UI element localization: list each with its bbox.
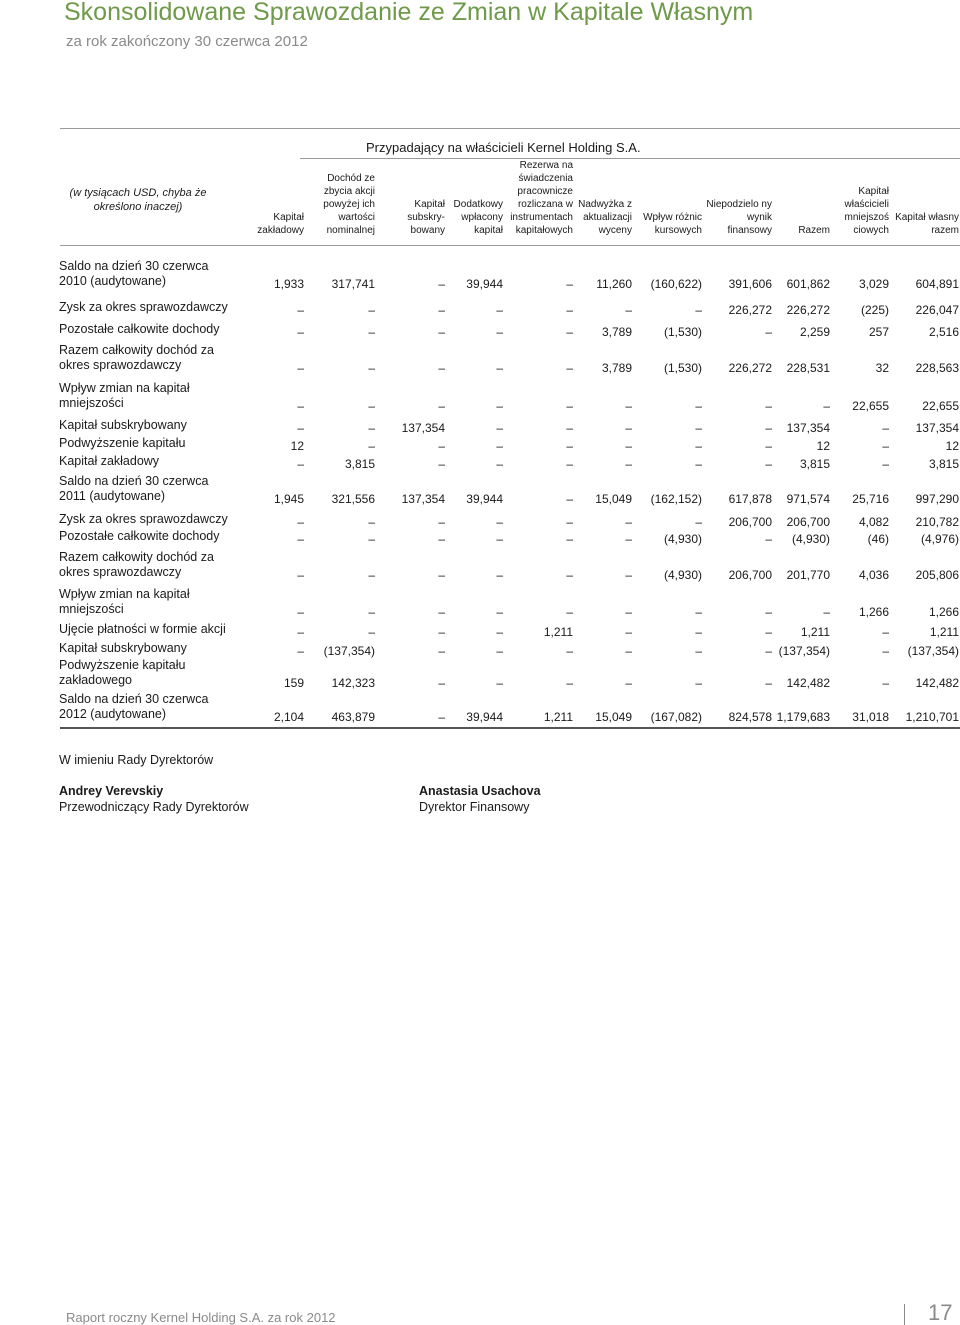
units-note: (w tysiącach USD, chyba że określono inaczej)	[69, 187, 207, 213]
row-label-line: 2011 (audytowane)	[59, 489, 166, 503]
table-cell-c1: –	[297, 605, 304, 619]
table-cell-c6: –	[625, 568, 632, 582]
row-label	[59, 474, 208, 504]
table-cell-c10: –	[882, 439, 889, 453]
column-header-line: świadczenia	[518, 173, 573, 184]
row-label-line: Wpływ zmian na kapitał	[59, 587, 190, 601]
table-cell-c10: 1,266	[858, 605, 889, 619]
table-cell-c5: –	[566, 303, 573, 317]
table-cell-c2: –	[368, 439, 375, 453]
table-cell-c1: –	[297, 625, 304, 639]
table-cell-c2: –	[368, 421, 375, 435]
table-cell-c4: –	[496, 439, 503, 453]
table-cell-c7: –	[695, 605, 702, 619]
table-cell-c11: 228,563	[915, 361, 959, 375]
column-header-line: wartości	[338, 212, 375, 223]
signer1-name: Andrey Verevskiy	[59, 784, 164, 798]
table-cell-c1: –	[297, 515, 304, 529]
table-cell-c10: –	[882, 421, 889, 435]
table-cell-c2: 142,323	[331, 676, 375, 690]
column-header-line: wpłacony	[461, 212, 503, 223]
table-cell-c3: –	[438, 644, 445, 658]
table-cell-c5: –	[566, 532, 573, 546]
table-cell-c5: 1,211	[543, 625, 573, 639]
table-cell-c11: 997,290	[915, 492, 959, 506]
table-cell-c1: –	[297, 457, 304, 471]
table-cell-c5: –	[566, 325, 573, 339]
row-label	[59, 436, 185, 451]
table-cell-c5: –	[566, 492, 573, 506]
row-label	[59, 512, 228, 527]
table-cell-c9: 137,354	[786, 421, 830, 435]
table-cell-c10: 31,018	[852, 710, 889, 724]
column-header-line: powyżej ich	[323, 199, 375, 210]
table-cell-c11: (137,354)	[907, 644, 959, 658]
table-cell-c2: –	[368, 325, 375, 339]
table-cell-c3: –	[438, 325, 445, 339]
table-cell-c9: (4,930)	[791, 532, 830, 546]
table-cell-c6: –	[625, 303, 632, 317]
top-divider	[60, 128, 960, 129]
table-cell-c4: 39,944	[466, 277, 503, 291]
table-cell-c2: –	[368, 515, 375, 529]
table-cell-c9: 12	[816, 439, 830, 453]
table-cell-c4: –	[496, 399, 503, 413]
column-header-line: Kapitał	[858, 186, 889, 197]
row-label-line: Podwyższenie kapitału	[59, 436, 186, 450]
table-cell-c2: 463,879	[331, 710, 375, 724]
table-cell-c8: –	[765, 532, 772, 546]
table-cell-c5: –	[566, 644, 573, 658]
table-cell-c1: –	[297, 421, 304, 435]
table-cell-c3: –	[438, 532, 445, 546]
table-cell-c4: –	[496, 421, 503, 435]
table-cell-c1: –	[297, 644, 304, 658]
table-cell-c2: –	[368, 625, 375, 639]
table-cell-c3: –	[438, 605, 445, 619]
table-cell-c8: –	[765, 421, 772, 435]
table-cell-c6: 3,789	[601, 361, 632, 375]
row-label	[59, 587, 190, 617]
table-cell-c11: 604,891	[915, 277, 959, 291]
report-title: Skonsolidowane Sprawozdanie ze Zmian w Kapitale Własnym	[64, 0, 754, 26]
column-header-line: zakładowy	[257, 225, 304, 236]
row-label-line: okres sprawozdawczy	[59, 565, 182, 579]
signer1-role: Przewodniczący Rady Dyrektorów	[59, 800, 249, 814]
table-cell-c3: –	[438, 277, 445, 291]
row-label-line: Razem całkowity dochód za	[59, 550, 214, 564]
table-cell-c3: –	[438, 457, 445, 471]
table-cell-c11: 205,806	[915, 568, 959, 582]
column-header-line: wyceny	[598, 225, 632, 236]
table-cell-c2: 3,815	[344, 457, 375, 471]
table-cell-c5: –	[566, 439, 573, 453]
row-label-line: Zysk za okres sprawozdawczy	[59, 300, 228, 314]
table-cell-c11: 1,211	[929, 625, 959, 639]
table-cell-c6: 11,260	[596, 277, 632, 291]
table-cell-c11: 1,266	[928, 605, 959, 619]
row-label	[59, 454, 159, 469]
table-cell-c4: –	[496, 361, 503, 375]
row-label-line: Kapitał zakładowy	[59, 454, 160, 468]
table-cell-c5: –	[566, 277, 573, 291]
row-label	[59, 343, 214, 373]
table-cell-c1: 1,933	[273, 277, 304, 291]
table-cell-c11: 12	[945, 439, 959, 453]
table-cell-c8: 226,272	[728, 303, 772, 317]
column-header-line: pracownicze	[517, 186, 573, 197]
row-label	[59, 550, 214, 580]
table-cell-c4: –	[496, 625, 503, 639]
table-cell-c4: –	[496, 676, 503, 690]
report-subtitle: za rok zakończony 30 czerwca 2012	[66, 33, 308, 50]
closing-divider	[60, 727, 960, 729]
table-cell-c8: 206,700	[728, 568, 772, 582]
table-cell-c7: –	[695, 625, 702, 639]
table-cell-c9: 226,272	[786, 303, 830, 317]
table-cell-c8: 226,272	[728, 361, 772, 375]
table-cell-c7: (4,930)	[663, 568, 702, 582]
table-cell-c1: –	[297, 325, 304, 339]
table-cell-c11: 3,815	[928, 457, 959, 471]
table-cell-c9: 201,770	[786, 568, 830, 582]
table-cell-c2: 321,556	[331, 492, 375, 506]
table-cell-c3: –	[438, 625, 445, 639]
table-cell-c10: –	[882, 644, 889, 658]
table-cell-c5: –	[566, 515, 573, 529]
table-cell-c11: 2,516	[928, 325, 959, 339]
table-cell-c8: –	[765, 644, 772, 658]
table-cell-c7: –	[695, 644, 702, 658]
table-cell-c10: 4,082	[858, 515, 889, 529]
table-cell-c2: 317,741	[331, 277, 375, 291]
column-header-line: Kapitał	[273, 212, 304, 223]
row-label	[59, 300, 228, 315]
table-cell-c2: –	[368, 532, 375, 546]
row-label-line: Pozostałe całkowite dochody	[59, 529, 220, 543]
table-cell-c10: (46)	[867, 532, 889, 546]
row-label-line: Saldo na dzień 30 czerwca	[59, 692, 209, 706]
row-label-line: Saldo na dzień 30 czerwca	[59, 259, 209, 273]
table-cell-c1: 159	[283, 676, 304, 690]
table-cell-c5: –	[566, 361, 573, 375]
column-header-line: Dochód ze	[327, 173, 375, 184]
table-cell-c8: –	[765, 625, 772, 639]
table-cell-c10: 257	[868, 325, 889, 339]
table-cell-c8: –	[765, 325, 772, 339]
row-label-line: Saldo na dzień 30 czerwca	[59, 474, 209, 488]
column-header-line: Nadwyżka z	[578, 199, 632, 210]
signer2-role: Dyrektor Finansowy	[419, 800, 530, 814]
row-label	[59, 622, 226, 637]
column-header-line: Dodatkowy	[453, 199, 503, 210]
table-cell-c11: (4,976)	[920, 532, 959, 546]
table-cell-c7: –	[695, 439, 702, 453]
table-cell-c3: 137,354	[401, 421, 445, 435]
column-header-line: mniejszoś	[844, 212, 889, 223]
table-cell-c9: 228,531	[786, 361, 830, 375]
table-cell-c6: –	[625, 457, 632, 471]
table-cell-c9: 3,815	[799, 457, 830, 471]
table-cell-c9: 2,259	[799, 325, 830, 339]
table-cell-c8: –	[765, 399, 772, 413]
table-cell-c8: 617,878	[728, 492, 772, 506]
table-cell-c4: –	[496, 644, 503, 658]
row-label-line: Kapitał subskrybowany	[59, 418, 187, 432]
table-cell-c10: 3,029	[858, 277, 889, 291]
column-header-line: razem	[931, 225, 959, 236]
row-label-line: Wpływ zmian na kapitał	[59, 381, 190, 395]
column-header-line: finansowy	[727, 225, 772, 236]
table-cell-c9: 142,482	[786, 676, 830, 690]
table-cell-c7: –	[695, 515, 702, 529]
table-cell-c6: –	[625, 439, 632, 453]
row-label-line: mniejszości	[59, 602, 124, 616]
table-cell-c7: (1,530)	[663, 325, 702, 339]
table-cell-c2: (137,354)	[323, 644, 375, 658]
table-cell-c11: 210,782	[915, 515, 959, 529]
table-cell-c8: 206,700	[728, 515, 772, 529]
table-cell-c9: 1,211	[800, 625, 830, 639]
table-cell-c3: –	[438, 439, 445, 453]
table-cell-c7: (167,082)	[650, 710, 702, 724]
column-header-line: kapitał	[474, 225, 503, 236]
table-cell-c7: –	[695, 421, 702, 435]
row-label-line: Kapitał subskrybowany	[59, 641, 187, 655]
table-cell-c4: –	[496, 532, 503, 546]
table-cell-c3: –	[438, 361, 445, 375]
table-cell-c6: –	[625, 515, 632, 529]
table-cell-c1: –	[297, 532, 304, 546]
row-label-line: Pozostałe całkowite dochody	[59, 322, 220, 336]
table-cell-c1: 12	[290, 439, 304, 453]
table-cell-c10: 32	[875, 361, 889, 375]
row-label	[59, 322, 220, 337]
table-cell-c6: –	[625, 676, 632, 690]
table-cell-c7: (160,622)	[650, 277, 702, 291]
table-cell-c1: –	[297, 568, 304, 582]
table-cell-c6: –	[625, 421, 632, 435]
row-label-line: 2012 (audytowane)	[59, 707, 167, 721]
column-header-line: Razem	[798, 225, 830, 236]
table-cell-c10: –	[882, 457, 889, 471]
table-cell-c8: 824,578	[728, 710, 772, 724]
column-header-line: aktualizacji	[583, 212, 632, 223]
table-cell-c6: 15,049	[595, 710, 632, 724]
row-label	[59, 381, 190, 411]
column-header-line: wynik	[746, 212, 772, 223]
table-cell-c11: 22,655	[922, 399, 959, 413]
table-cell-c10: –	[882, 625, 889, 639]
column-header-line: Niepodzielo ny	[706, 199, 772, 210]
table-cell-c3: –	[438, 676, 445, 690]
table-cell-c3: –	[438, 399, 445, 413]
row-label	[59, 259, 208, 289]
table-cell-c3: –	[438, 515, 445, 529]
row-label	[59, 529, 220, 544]
column-header-c11	[869, 211, 959, 237]
table-cell-c11: 137,354	[915, 421, 959, 435]
column-header-line: rozliczana w	[517, 199, 573, 210]
table-cell-c2: –	[368, 605, 375, 619]
table-cell-c5: –	[566, 457, 573, 471]
table-cell-c4: 39,944	[466, 710, 503, 724]
table-cell-c6: –	[625, 532, 632, 546]
table-cell-c4: –	[496, 515, 503, 529]
row-label-line: mniejszości	[59, 396, 124, 410]
table-cell-c6: –	[625, 605, 632, 619]
table-cell-c2: –	[368, 361, 375, 375]
table-cell-c10: (225)	[860, 303, 889, 317]
column-header-line: ciowych	[853, 225, 889, 236]
column-header-line: kursowych	[654, 225, 702, 236]
row-label-line: Podwyższenie kapitału	[59, 658, 186, 672]
row-label-line: zakładowego	[59, 673, 132, 687]
table-cell-c10: –	[882, 676, 889, 690]
table-cell-c8: –	[765, 605, 772, 619]
table-cell-c5: –	[566, 568, 573, 582]
table-cell-c7: (1,530)	[663, 361, 702, 375]
table-cell-c5: 1,211	[543, 710, 573, 724]
row-label	[59, 658, 185, 688]
table-cell-c3: –	[438, 710, 445, 724]
table-cell-c9: (137,354)	[778, 644, 830, 658]
table-cell-c1: –	[297, 303, 304, 317]
table-cell-c11: 142,482	[915, 676, 959, 690]
table-cell-c9: 601,862	[786, 277, 830, 291]
table-cell-c5: –	[566, 399, 573, 413]
table-cell-c8: –	[765, 457, 772, 471]
attribution-header: Przypadający na właścicieli Kernel Holding S.A.	[366, 140, 641, 155]
table-cell-c7: –	[695, 676, 702, 690]
attribution-divider	[300, 158, 960, 159]
table-cell-c6: –	[625, 644, 632, 658]
table-cell-c7: –	[695, 457, 702, 471]
table-cell-c9: –	[823, 399, 830, 413]
column-header-line: właścicieli	[844, 199, 889, 210]
table-cell-c2: –	[368, 568, 375, 582]
table-cell-c1: –	[297, 399, 304, 413]
table-cell-c9: 971,574	[786, 492, 830, 506]
table-cell-c4: –	[496, 325, 503, 339]
page-number: 17	[928, 1300, 953, 1325]
page-separator	[904, 1304, 905, 1325]
table-cell-c1: 2,104	[273, 710, 304, 724]
table-cell-c7: (4,930)	[663, 532, 702, 546]
table-cell-c3: 137,354	[401, 492, 445, 506]
table-cell-c7: –	[695, 303, 702, 317]
table-cell-c6: 3,789	[601, 325, 632, 339]
table-cell-c9: 206,700	[786, 515, 830, 529]
signer2-name: Anastasia Usachova	[419, 784, 541, 798]
table-cell-c4: –	[496, 303, 503, 317]
row-label-line: Razem całkowity dochód za	[59, 343, 214, 357]
table-cell-c11: 1,210,701	[905, 710, 959, 724]
column-header-line: Kapitał	[414, 199, 445, 210]
table-cell-c8: –	[765, 676, 772, 690]
table-cell-c6: –	[625, 625, 632, 639]
table-cell-c11: 226,047	[915, 303, 959, 317]
table-cell-c4: –	[496, 568, 503, 582]
table-cell-c10: 22,655	[852, 399, 889, 413]
table-cell-c1: 1,945	[273, 492, 304, 506]
table-cell-c4: –	[496, 457, 503, 471]
table-cell-c10: 25,716	[852, 492, 889, 506]
table-cell-c4: 39,944	[466, 492, 503, 506]
table-cell-c3: –	[438, 303, 445, 317]
header-divider	[60, 245, 960, 246]
column-header-line: subskry-	[407, 212, 445, 223]
column-header-line: instrumentach	[510, 212, 573, 223]
table-cell-c9: 1,179,683	[776, 710, 830, 724]
table-cell-c8: –	[765, 439, 772, 453]
footer-report-name: Raport roczny Kernel Holding S.A. za rok 2012	[66, 1310, 336, 1325]
table-cell-c6: –	[625, 399, 632, 413]
row-label	[59, 641, 187, 656]
column-header-line: Wpływ różnic	[643, 212, 702, 223]
column-header-line: Kapitał własny	[895, 212, 959, 223]
table-cell-c8: 391,606	[728, 277, 772, 291]
table-cell-c6: 15,049	[595, 492, 632, 506]
column-header-line: kapitałowych	[515, 225, 573, 236]
table-cell-c2: –	[368, 303, 375, 317]
row-label-line: 2010 (audytowane)	[59, 274, 167, 288]
column-header-line: Rezerwa na	[519, 160, 573, 171]
table-cell-c9: –	[823, 605, 830, 619]
table-cell-c4: –	[496, 605, 503, 619]
table-cell-c1: –	[297, 361, 304, 375]
row-label	[59, 418, 187, 433]
row-label-line: Ujęcie płatności w formie akcji	[59, 622, 226, 636]
table-cell-c5: –	[566, 421, 573, 435]
on-behalf-text: W imieniu Rady Dyrektorów	[59, 753, 214, 767]
table-cell-c7: (162,152)	[650, 492, 702, 506]
row-label-line: Zysk za okres sprawozdawczy	[59, 512, 228, 526]
column-header-line: bowany	[410, 225, 445, 236]
column-header-line: zbycia akcji	[323, 186, 375, 197]
row-label-line: okres sprawozdawczy	[59, 358, 182, 372]
table-cell-c3: –	[438, 568, 445, 582]
table-cell-c7: –	[695, 399, 702, 413]
table-cell-c5: –	[566, 605, 573, 619]
table-cell-c2: –	[368, 399, 375, 413]
column-header-line: nominalnej	[326, 225, 375, 236]
table-cell-c5: –	[566, 676, 573, 690]
row-label	[59, 692, 208, 722]
table-cell-c10: 4,036	[858, 568, 889, 582]
